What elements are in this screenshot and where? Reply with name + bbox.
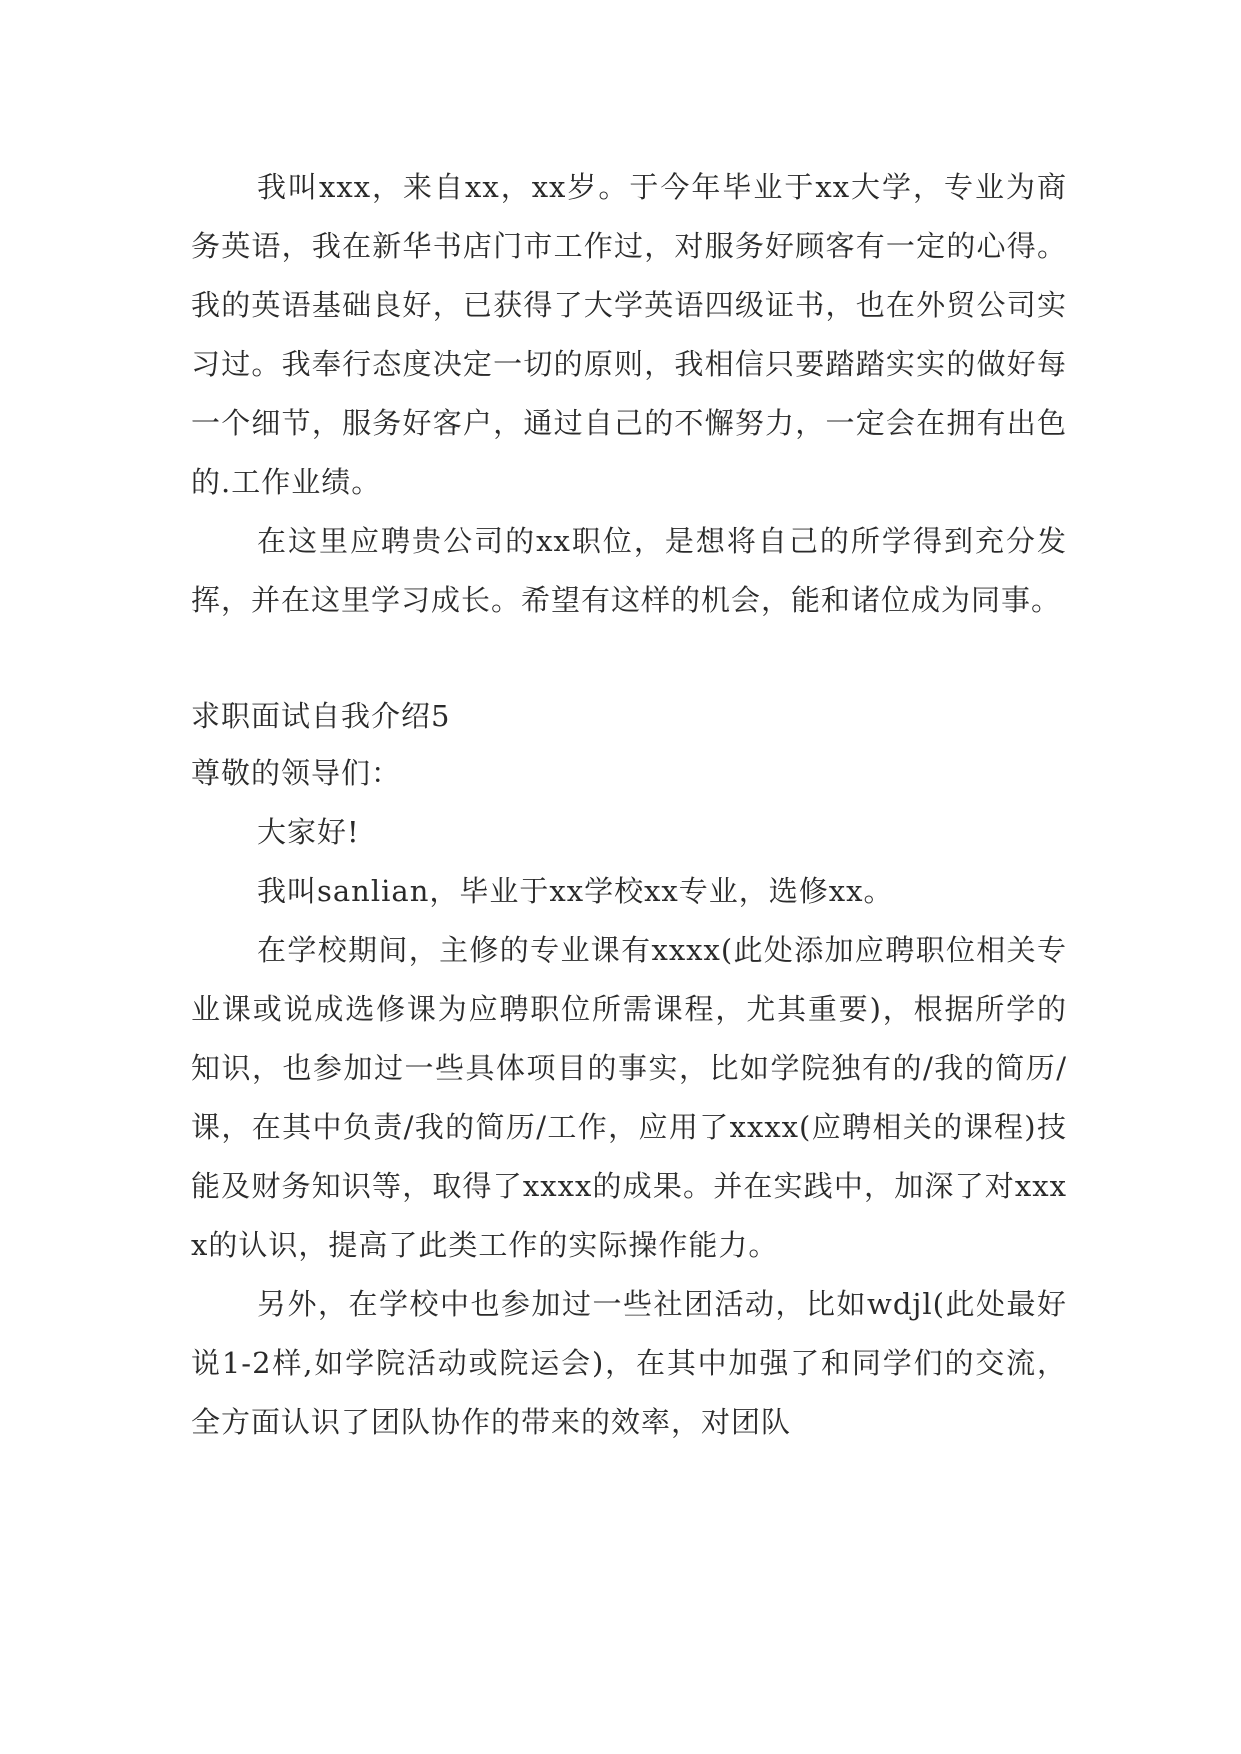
section-heading: 求职面试自我介绍5 — [191, 699, 451, 733]
paragraph-name-and-school: 我叫sanlian，毕业于xx学校xx专业，选修xx。 — [257, 874, 894, 908]
paragraph-activities: 另外，在学校中也参加过一些社团活动，比如wdjl(此处最好说1-2样,如学院活动或院运会)，在其中加强了和同学们的交流，全方面认识了团队协作的带来的效率，对团队 — [191, 1287, 1067, 1439]
section-spacer — [191, 630, 1067, 688]
paragraph-coursework: 在学校期间，主修的专业课有xxxx(此处添加应聘职位相关专业课或说成选修课为应聘职位所需课程，尤其重要)，根据所学的知识，也参加过一些具体项目的事实，比如学院独有的/我的简历/课，在其中负责/我的简历/工作，应用了xxxx(应聘相关的课程)技能及财务知识等，取得了xxxx的成果。并在实践中，加深了对xxxx的认识，提高了此类工作的实际操作能力。 — [191, 933, 1067, 1262]
salutation: 尊敬的领导们： — [191, 756, 402, 790]
document-body — [191, 158, 1067, 1452]
paragraph-job-motivation: 在这里应聘贵公司的xx职位，是想将自己的所学得到充分发挥，并在这里学习成长。希望有这样的机会，能和诸位成为同事。 — [191, 524, 1067, 617]
paragraph-greeting: 大家好! — [257, 815, 360, 849]
paragraph-self-introduction: 我叫xxx，来自xx，xx岁。于今年毕业于xx大学，专业为商务英语，我在新华书店门市工作过，对服务好顾客有一定的心得。我的英语基础良好，已获得了大学英语四级证书，也在外贸公司实习过。我奉行态度决定一切的原则，我相信只要踏踏实实的做好每一个细节，服务好客户，通过自己的不懈努力，一定会在拥有出色的.工作业绩。 — [191, 170, 1067, 499]
